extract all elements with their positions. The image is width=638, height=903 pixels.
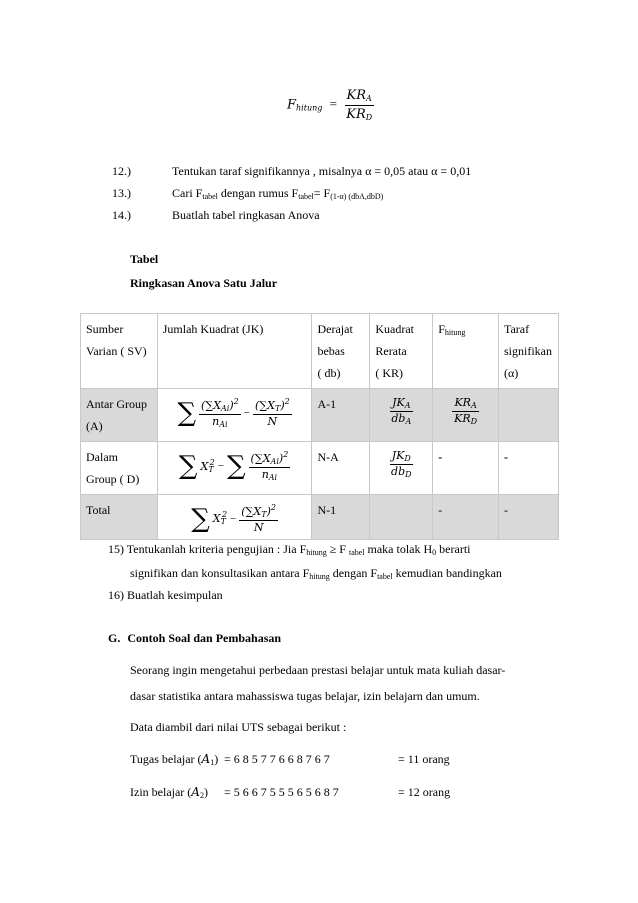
step-text: Tentukanlah kriteria pengujian : Jia F xyxy=(126,542,307,556)
step-text: dengan F xyxy=(329,566,378,580)
formula-fraction xyxy=(344,88,374,123)
row-kr xyxy=(370,495,433,540)
group-close: ) xyxy=(203,785,208,799)
group-a1-row xyxy=(130,752,550,767)
formula-lhs: F xyxy=(287,97,297,113)
row-sv-line: Dalam xyxy=(86,450,118,464)
section-title: Contoh Soal dan Pembahasan xyxy=(127,631,282,645)
group-close: ) xyxy=(214,752,219,766)
row-db: N-A xyxy=(312,442,370,495)
row-db: N-1 xyxy=(312,495,370,540)
row-sv-line: Antar Group xyxy=(86,397,147,411)
group-sym: A xyxy=(201,752,211,766)
step-text: ≥ F xyxy=(326,542,349,556)
header-kr-line: Kuadrat xyxy=(375,322,415,336)
table-row-antar xyxy=(81,389,559,442)
data-intro: Data diambil dari nilai UTS sebagai berikut : xyxy=(130,720,347,734)
step-sub: hitung xyxy=(306,548,327,557)
step-16 xyxy=(108,588,223,603)
row-sv-line: (A) xyxy=(86,419,103,433)
group-sym-sub: 1 xyxy=(210,758,215,767)
step-text: Cari F xyxy=(172,186,203,200)
step-text: Buatlah kesimpulan xyxy=(127,588,223,602)
row-taraf: - xyxy=(498,495,558,540)
step-text: dengan rumus F xyxy=(217,186,299,200)
group-sym: A xyxy=(191,785,200,799)
group-label: Izin belajar ( xyxy=(130,785,192,799)
formula-den-sub: D xyxy=(365,112,373,122)
kr-den-sub: A xyxy=(405,417,412,427)
group-a2-row xyxy=(130,785,550,800)
section-g-para-line2: dasar statistika antara mahassiswa tugas belajar, izin belajarn dan umum. xyxy=(130,689,480,703)
header-taraf xyxy=(498,314,558,389)
header-db-line: bebas xyxy=(317,344,345,358)
anova-table xyxy=(80,313,559,540)
row-jk-formula: ∑ $X_T^2$ − $\frac{(\sum X_T)^2}{N}$ xyxy=(157,495,312,540)
row-sv xyxy=(81,495,158,540)
step-sub: tabel xyxy=(202,192,218,201)
step-text: Buatlah tabel ringkasan Anova xyxy=(172,208,320,222)
f-den-sub: D xyxy=(470,417,478,427)
step-sub: tabel xyxy=(377,572,393,581)
step-text: = F xyxy=(313,186,331,200)
formula-num-sub: A xyxy=(366,94,372,103)
formula-lhs-sub: hitung xyxy=(296,103,323,113)
step-13 xyxy=(112,186,383,201)
group-count: = 11 orang xyxy=(398,752,450,766)
f-hitung-formula xyxy=(287,88,374,123)
header-kr xyxy=(370,314,433,389)
row-jk-formula: ∑ $X_T^2$ − ∑ $\frac{(\sum X_{Ai})^2}{n_{Ai}}$ xyxy=(157,442,312,495)
row-sv-line: Total xyxy=(86,503,111,517)
step-number: 13.) xyxy=(112,186,131,200)
f-den: KR xyxy=(454,412,471,426)
formula-num: KR xyxy=(346,88,367,103)
kr-den-sub: D xyxy=(405,470,412,480)
step-14 xyxy=(112,208,320,223)
table-row-dalam xyxy=(81,442,559,495)
header-db xyxy=(312,314,370,389)
step-sub: (1-α) (dbA,dbD) xyxy=(330,192,384,201)
f-num-sub: A xyxy=(470,401,477,410)
table-caption-title: Tabel xyxy=(130,252,159,266)
step-number: 15) xyxy=(108,542,124,556)
header-db-line: ( db) xyxy=(317,366,341,380)
step-sub: tabel xyxy=(298,192,314,201)
header-sv xyxy=(81,314,158,389)
group-count: = 12 orang xyxy=(398,785,451,799)
header-kr-line: Rerata xyxy=(375,344,407,358)
formula-den: KR xyxy=(346,106,366,122)
row-taraf: - xyxy=(498,442,558,495)
header-kr-line: ( KR) xyxy=(375,366,404,380)
step-text: kemudian bandingkan xyxy=(392,566,502,580)
formula-eq: = xyxy=(329,96,337,112)
row-f: - xyxy=(433,442,499,495)
header-sv-line: Varian ( SV) xyxy=(86,344,147,358)
step-15 xyxy=(108,542,470,557)
table-header-row xyxy=(81,314,559,389)
row-f xyxy=(433,389,499,442)
table-caption-subtitle: Ringkasan Anova Satu Jalur xyxy=(130,276,278,290)
group-values: = 6 8 5 7 7 6 6 8 7 6 7 xyxy=(224,752,330,766)
row-f: - xyxy=(433,495,499,540)
row-jk-formula: ∑ $\frac{(\sum X_{Ai})^2}{n_{Ai}}$ − $\frac{(\sum X_T)^2}{N}$ xyxy=(157,389,312,442)
kr-num-sub: D xyxy=(404,454,411,463)
row-db: A-1 xyxy=(312,389,370,442)
step-text: maka tolak H xyxy=(364,542,433,556)
row-kr xyxy=(370,389,433,442)
table-row-total xyxy=(81,495,559,540)
row-sv xyxy=(81,389,158,442)
step-number: 14.) xyxy=(112,208,131,222)
step-number: 16) xyxy=(108,588,124,602)
row-sv-line: Group ( D) xyxy=(86,472,140,486)
row-taraf xyxy=(498,389,558,442)
header-db-line: Derajat xyxy=(317,322,353,336)
kr-den: db xyxy=(391,412,406,426)
kr-den: db xyxy=(391,465,406,479)
step-12 xyxy=(112,164,471,179)
step-sub: hitung xyxy=(309,572,330,581)
section-letter: G. xyxy=(108,631,121,645)
group-sym-sub: 2 xyxy=(199,791,204,800)
header-jk: Jumlah Kuadrat (JK) xyxy=(157,314,312,389)
header-sv-line: Sumber xyxy=(86,322,124,336)
header-f xyxy=(433,314,499,389)
row-sv xyxy=(81,442,158,495)
step-sub: 0 xyxy=(432,548,437,557)
header-taraf-line: signifikan xyxy=(503,344,552,358)
header-f-sub: hitung xyxy=(444,328,466,337)
step-number: 12.) xyxy=(112,164,131,178)
group-values: = 5 6 6 7 5 5 5 6 5 6 8 7 xyxy=(224,785,339,799)
step-text: signifikan dan konsultasikan antara F xyxy=(130,566,310,580)
section-g-heading xyxy=(108,631,281,646)
step-text: berarti xyxy=(436,542,471,556)
group-label: Tugas belajar ( xyxy=(130,752,202,766)
header-taraf-line: (α) xyxy=(503,366,519,380)
step-sub: tabel xyxy=(348,548,365,557)
step-15-line2 xyxy=(130,566,502,581)
header-taraf-line: Taraf xyxy=(503,322,530,336)
kr-num: JK xyxy=(392,396,405,409)
section-g-para-line1: Seorang ingin mengetahui perbedaan prestasi belajar untuk mata kuliah dasar- xyxy=(130,663,506,677)
header-f-main: F xyxy=(438,322,445,336)
f-num: KR xyxy=(454,396,471,409)
step-text: Tentukan taraf signifikannya , misalnya α = 0,05 atau α = 0,01 xyxy=(172,164,472,178)
row-kr xyxy=(370,442,433,495)
kr-num-sub: A xyxy=(404,401,411,410)
kr-num: JK xyxy=(391,449,405,462)
